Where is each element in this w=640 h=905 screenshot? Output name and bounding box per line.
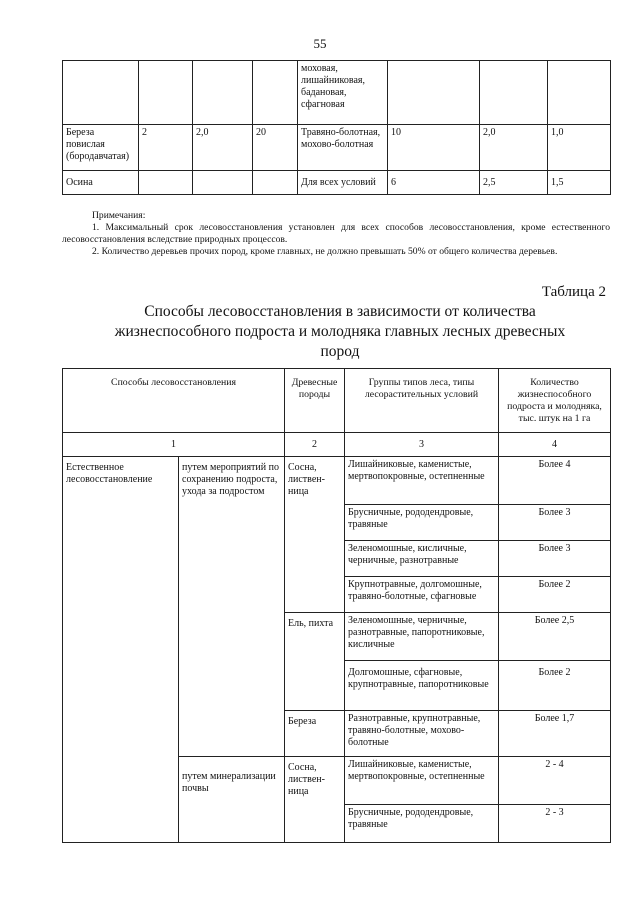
species-cell: Ель, пихта	[285, 613, 345, 711]
species-cell: Береза	[285, 711, 345, 757]
quantity-cell: Более 2,5	[499, 613, 611, 661]
table-header-row	[63, 369, 611, 433]
table-row	[63, 457, 611, 505]
quantity-cell: Более 2	[499, 661, 611, 711]
group-cell: Лишайниковые, каменистые, мертвопокровные, остепненные	[345, 757, 499, 805]
table-cell: 2,5	[480, 171, 548, 195]
table-cell	[253, 171, 298, 195]
species-cell	[63, 61, 139, 125]
quantity-cell: 2 - 4	[499, 757, 611, 805]
species-cell: Сосна, листвен-ница	[285, 757, 345, 843]
table-cell: 6	[388, 171, 480, 195]
species-cell: Осина	[63, 171, 139, 195]
method-cell: путем мероприятий по сохранению подроста, ухода за подростом	[179, 457, 285, 757]
table-cell: 1,5	[548, 171, 611, 195]
page-number: 55	[313, 36, 327, 51]
table-cell	[548, 61, 611, 125]
group-cell: Брусничные, рододендровые, травяные	[345, 805, 499, 843]
note-item: 2. Количество деревьев прочих пород, кроме главных, не должно превышать 50% от общего количества деревьев.	[92, 246, 558, 257]
group-cell: Долгомошные, сфагновые, крупнотравные, папоротниковые	[345, 661, 499, 711]
quantity-cell: Более 4	[499, 457, 611, 505]
table-row	[63, 171, 611, 195]
table-methods	[62, 368, 611, 843]
group-cell: Зеленомошные, черничные, разнотравные, папоротниковые, кисличные	[345, 613, 499, 661]
table-cell: 2,0	[480, 125, 548, 171]
conditions-cell: Для всех условий	[298, 171, 388, 195]
column-number-row	[63, 433, 611, 457]
table-cell: 10	[388, 125, 480, 171]
group-cell: Лишайниковые, каменистые, мертвопокровные, остепненные	[345, 457, 499, 505]
notes-section	[62, 210, 610, 258]
quantity-cell: Более 3	[499, 541, 611, 577]
table-title: Способы лесовосстановления в зависимости от количества жизнеспособного подроста и молодняка главных лесных древесных пород	[114, 303, 566, 360]
table-cell	[193, 171, 253, 195]
table-cell: 20	[253, 125, 298, 171]
table-cell	[139, 171, 193, 195]
conditions-cell: Травяно-болотная, мохово-болотная	[298, 125, 388, 171]
table-cell	[139, 61, 193, 125]
table-row	[63, 125, 611, 171]
column-number: 1	[63, 433, 285, 457]
header-quantity: Количество жизнеспособного подроста и молодняка, тыс. штук на 1 га	[499, 369, 611, 433]
table-row	[63, 61, 611, 125]
conditions-cell: моховая, лишайниковая, бадановая, сфагновая	[298, 61, 388, 125]
column-number: 2	[285, 433, 345, 457]
table-cell	[193, 61, 253, 125]
header-groups: Группы типов леса, типы лесорастительных условий	[345, 369, 499, 433]
table-continuation	[62, 60, 611, 195]
column-number: 3	[345, 433, 499, 457]
table-cell: 2	[139, 125, 193, 171]
notes-heading: Примечания:	[92, 210, 146, 221]
table-cell	[388, 61, 480, 125]
column-number: 4	[499, 433, 611, 457]
table-cell: 1,0	[548, 125, 611, 171]
table-cell	[253, 61, 298, 125]
species-cell: Береза повислая (бородавчатая)	[63, 125, 139, 171]
group-cell: Крупнотравные, долгомошные, травяно-болотные, сфагновые	[345, 577, 499, 613]
group-cell: Разнотравные, крупнотравные, травяно-болотные, мохово-болотные	[345, 711, 499, 757]
method-cell: путем минерализации почвы	[179, 757, 285, 843]
natural-method-cell: Естественное лесовосстановление	[63, 457, 179, 843]
species-cell: Сосна, листвен-ница	[285, 457, 345, 613]
group-cell: Брусничные, рододендровые, травяные	[345, 505, 499, 541]
quantity-cell: Более 1,7	[499, 711, 611, 757]
table-cell	[480, 61, 548, 125]
table-cell: 2,0	[193, 125, 253, 171]
quantity-cell: 2 - 3	[499, 805, 611, 843]
header-species: Древесные породы	[285, 369, 345, 433]
note-item: 1. Максимальный срок лесовосстановления установлен для всех способов лесовосстановления, кроме естественного лесовосстановления вследствие природных процессов.	[62, 222, 610, 245]
header-methods: Способы лесовосстановления	[63, 369, 285, 433]
quantity-cell: Более 2	[499, 577, 611, 613]
table-label: Таблица 2	[541, 284, 606, 300]
quantity-cell: Более 3	[499, 505, 611, 541]
group-cell: Зеленомошные, кисличные, черничные, разнотравные	[345, 541, 499, 577]
